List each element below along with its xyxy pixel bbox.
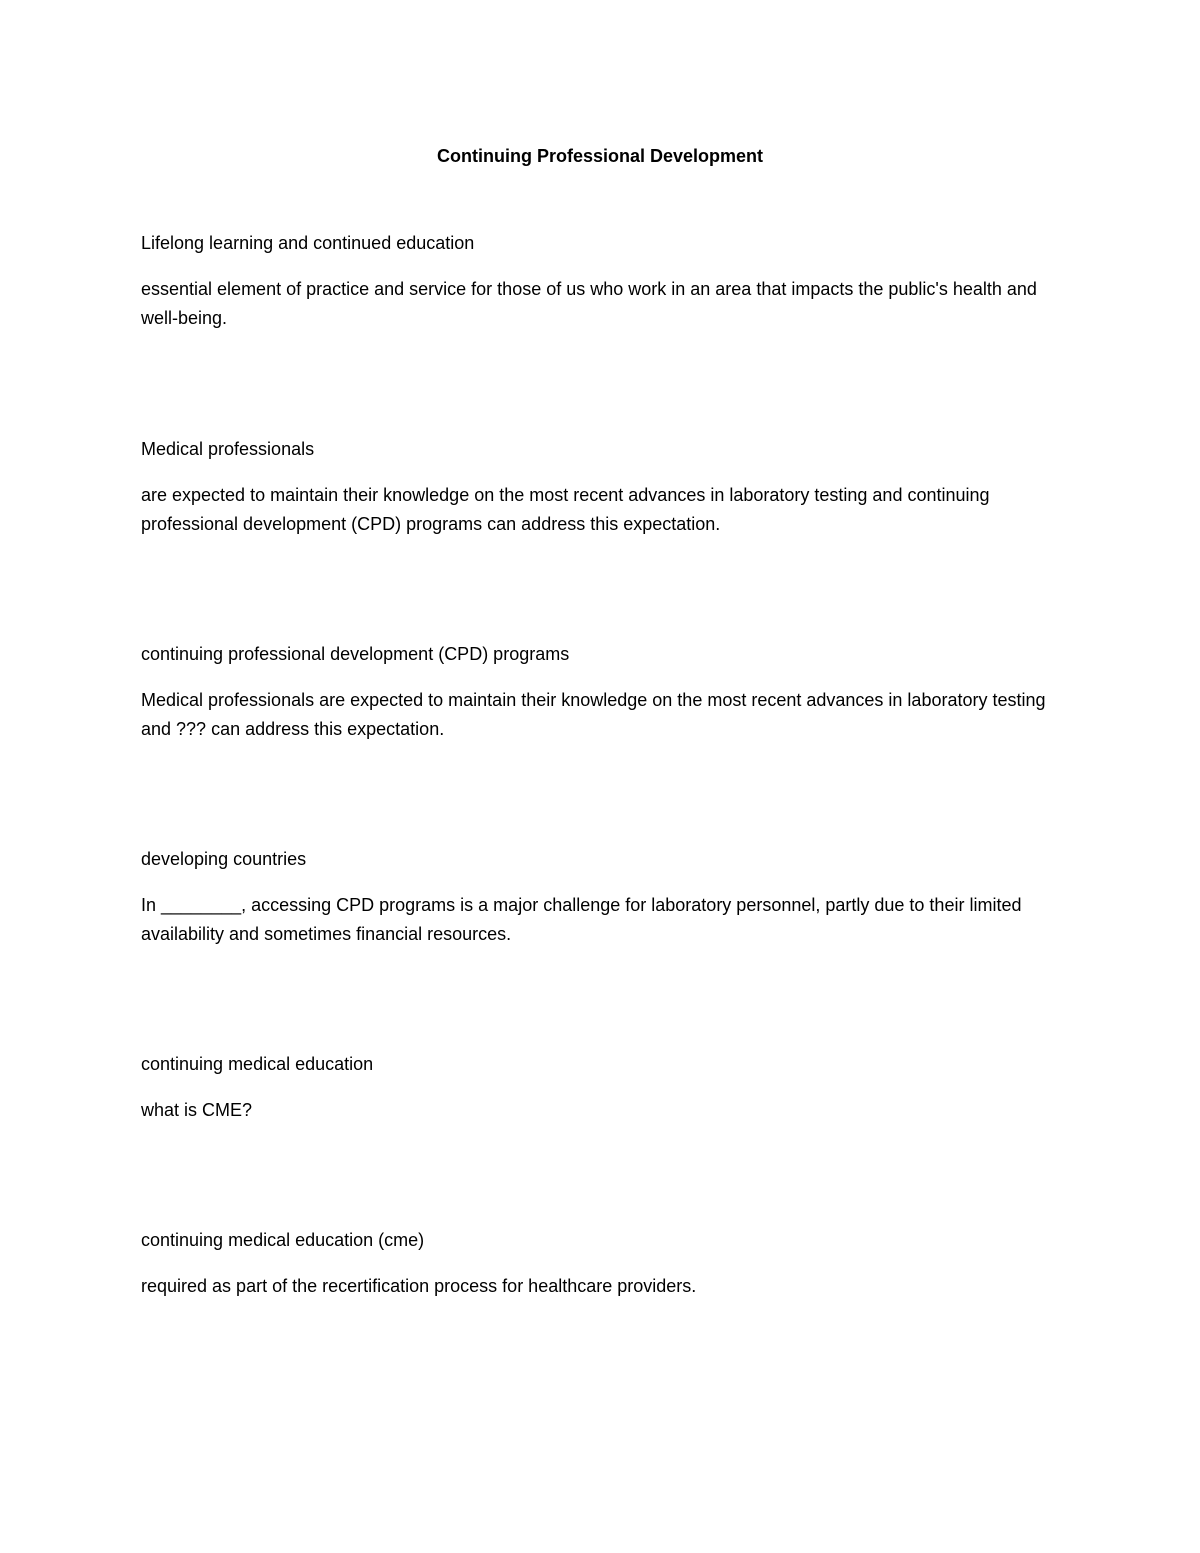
flashcard — [141, 231, 1051, 333]
flashcard — [141, 1228, 1051, 1301]
card-definition: are expected to maintain their knowledge on the most recent advances in laboratory testing and continuing professional development (CPD) programs can address this expectation. — [141, 485, 990, 534]
card-term: developing countries — [141, 849, 307, 869]
card-definition: Medical professionals are expected to maintain their knowledge on the most recent advances in laboratory testing and ??? can address this expectation. — [141, 690, 1046, 739]
card-term: Medical professionals — [141, 439, 315, 459]
flashcard — [141, 642, 1051, 744]
card-definition: what is CME? — [141, 1100, 253, 1120]
card-term: continuing professional development (CPD) programs — [141, 644, 570, 664]
flashcard — [141, 847, 1051, 949]
flashcard — [141, 437, 1051, 539]
card-term: continuing medical education — [141, 1054, 374, 1074]
card-definition: essential element of practice and service for those of us who work in an area that impacts the public's health and well-being. — [141, 279, 1037, 328]
flashcard — [141, 1052, 1051, 1125]
document-title: Continuing Professional Development — [436, 146, 764, 166]
card-term: Lifelong learning and continued education — [141, 233, 475, 253]
card-definition: In ________, accessing CPD programs is a major challenge for laboratory personnel, partly due to their limited availability and sometimes financial resources. — [141, 895, 1022, 944]
card-term: continuing medical education (cme) — [141, 1230, 425, 1250]
card-definition: required as part of the recertification process for healthcare providers. — [141, 1276, 697, 1296]
